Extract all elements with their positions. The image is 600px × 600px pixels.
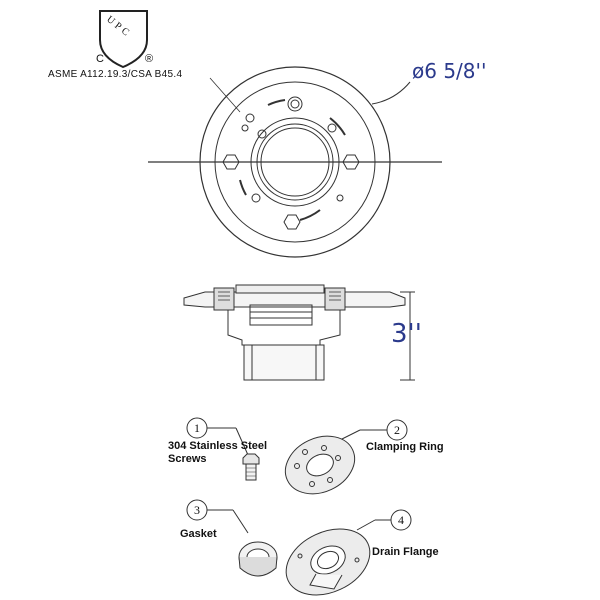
- standard-leader-line: [210, 78, 240, 112]
- part-4-number: 4: [398, 513, 404, 527]
- height-dimension: 3'': [391, 319, 422, 349]
- part-4-label: Drain Flange: [372, 546, 439, 558]
- top-view: [148, 67, 442, 257]
- part-2-number: 2: [394, 423, 400, 437]
- part-1-label-line2: Screws: [168, 453, 207, 465]
- part-3-label: Gasket: [180, 528, 217, 540]
- part-1-label-line1: 304 Stainless Steel: [168, 440, 268, 452]
- part-2-label: Clamping Ring: [366, 441, 444, 453]
- standard-label: ASME A112.19.3/CSA B45.4: [48, 69, 183, 80]
- side-view: [184, 285, 415, 380]
- c-mark: C: [96, 53, 104, 65]
- registered-mark: ®: [145, 53, 154, 65]
- upc-mark-text: UPC: [104, 14, 134, 41]
- part-3-number: 3: [194, 503, 200, 517]
- diameter-dimension: ø6 5/8'': [412, 59, 487, 83]
- part-1-number: 1: [194, 421, 200, 435]
